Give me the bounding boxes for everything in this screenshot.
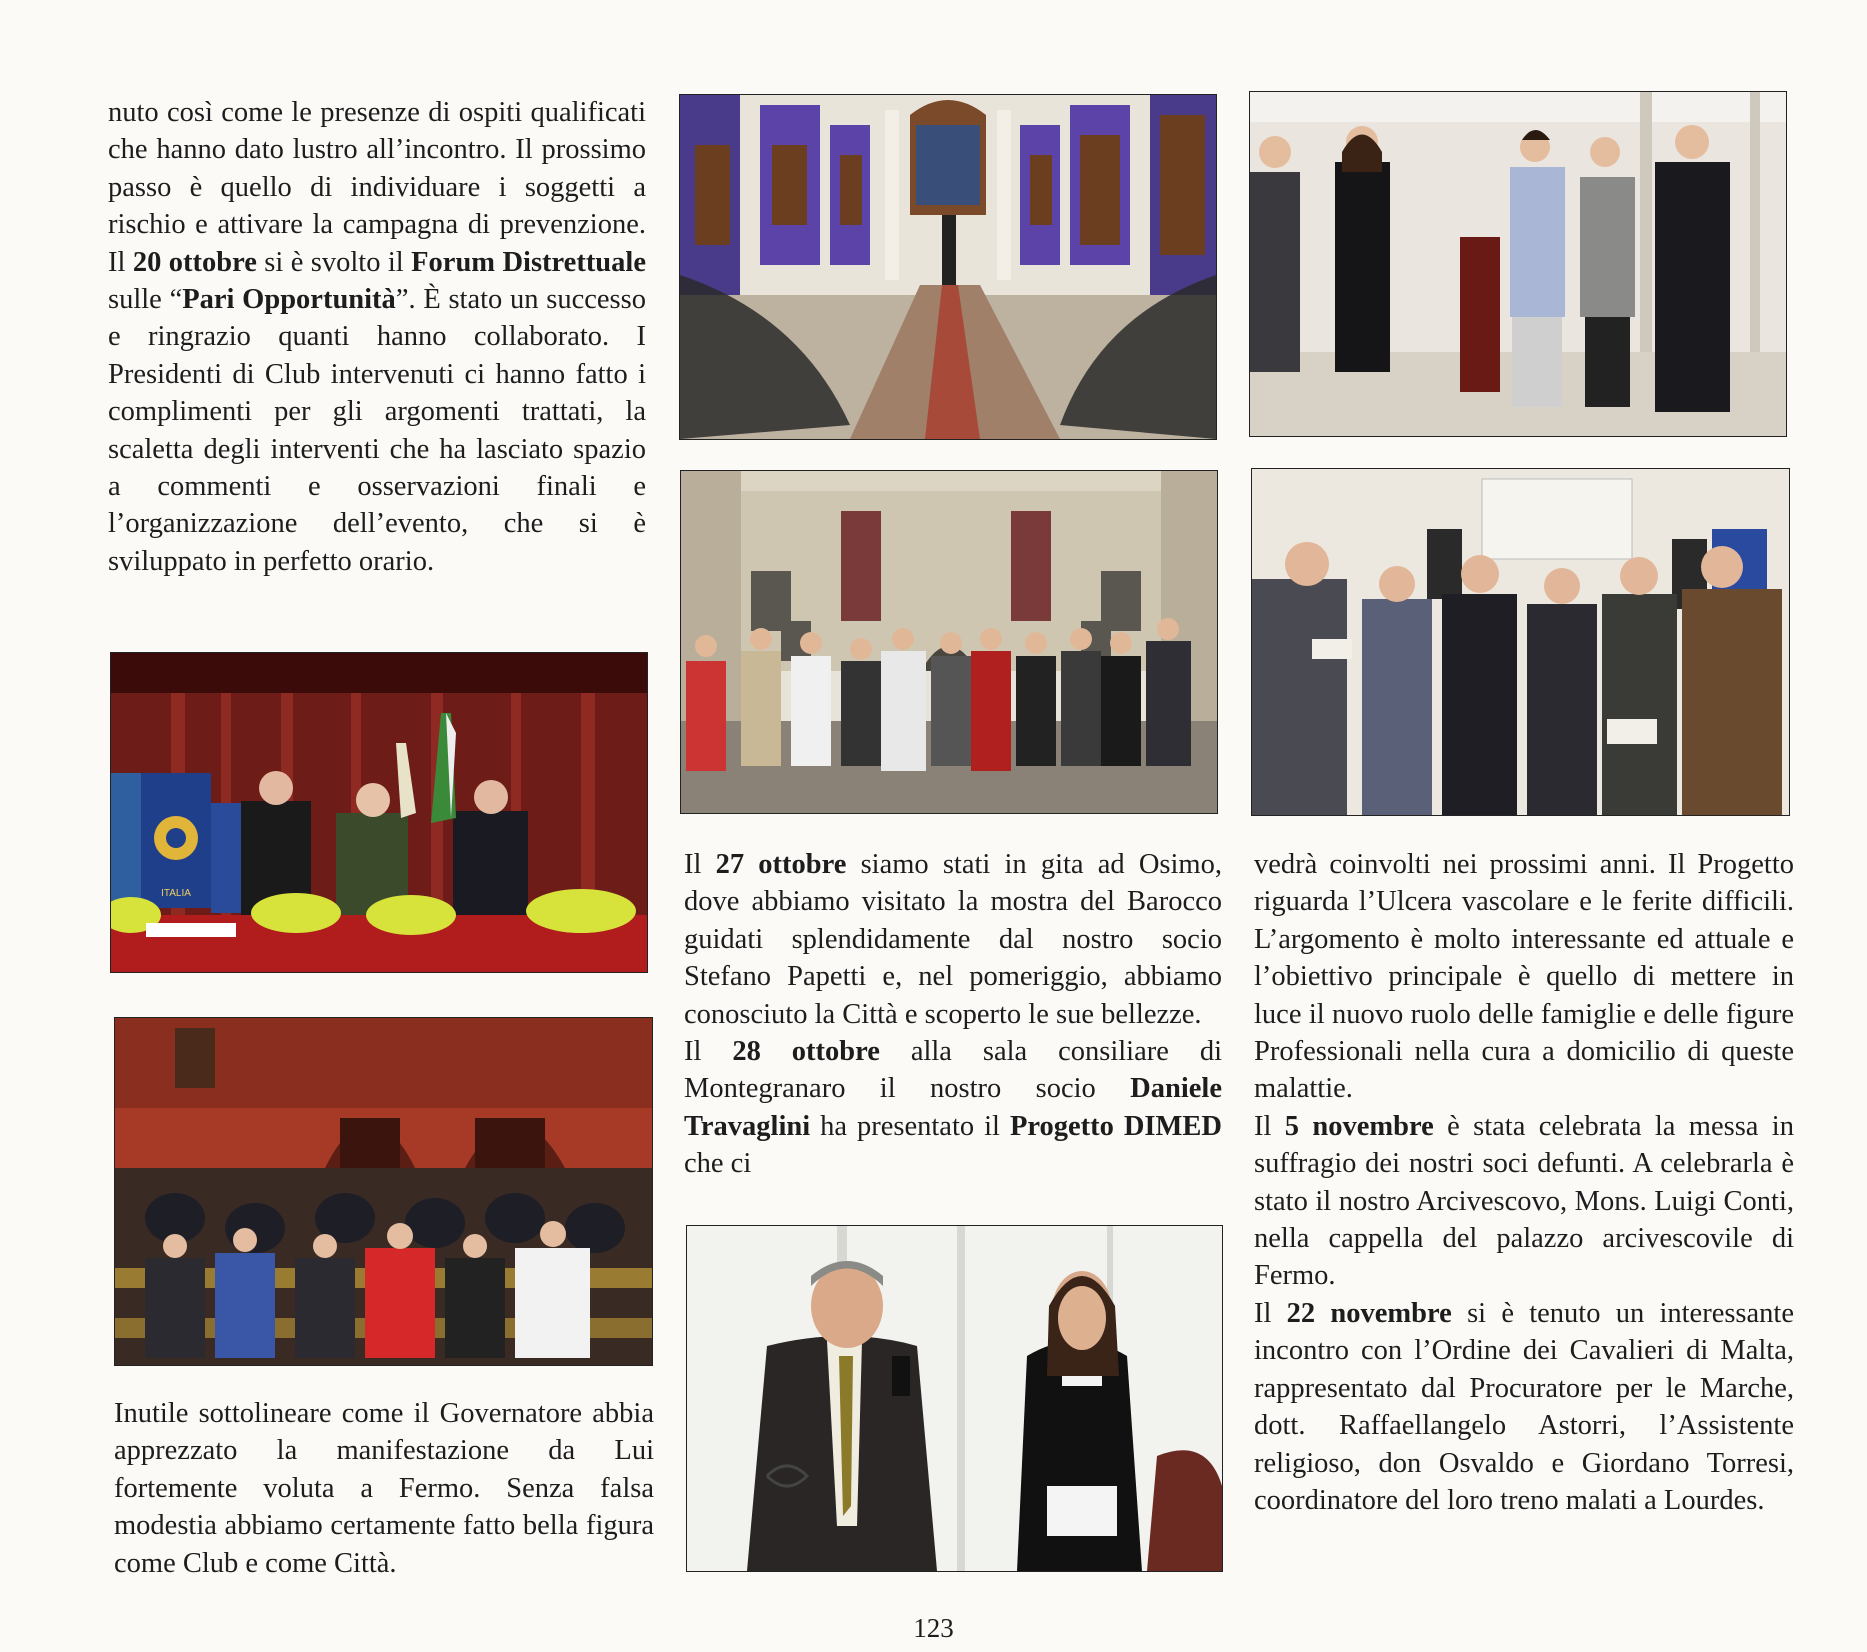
right-paragraph-1: vedrà coinvolti nei prossimi anni. Il Progetto riguarda l’Ulcera vascolare e le ferite difficili. L’argomento è molto interessante ed attuale e l’obiettivo principale è quello di mettere in luce il nuovo ruolo delle famiglie e delle figure Professionali nella cura a domicilio di queste malattie. <box>1254 849 1794 1105</box>
right-paragraph-2 <box>1254 1108 1794 1295</box>
progetto-dimed: Progetto DIMED <box>1009 1110 1223 1142</box>
photo-stage-speakers <box>110 652 648 973</box>
right-column-text <box>1254 846 1794 1519</box>
date-28-ottobre: 28 ottobre <box>732 1036 880 1068</box>
left-column-bottom-text <box>114 1395 654 1582</box>
text-run: ha presentato il <box>810 1110 1010 1142</box>
text-run: che ci <box>684 1148 752 1180</box>
photo-baroque-exhibition <box>679 94 1217 440</box>
text-run: siamo stati in gita ad Osimo, dove abbiamo visitato la mostra del Barocco guidati splendidamente dal nostro socio Stefano Papetti e, nel pomeriggio, abbiamo conosciuto la Città e scoperto le sue bellezze. <box>684 849 1222 1030</box>
date-22-novembre: 22 novembre <box>1286 1297 1452 1329</box>
text-run: Il <box>1254 1297 1287 1329</box>
left-top-paragraph: nuto così come le presenze di ospiti qualificati che hanno dato lustro all’incontro. Il prossimo passo è quello di individuare i soggetti a rischio e attivare la campagna di prevenzione. Il 20 ottobre si è svolto il Forum Distrettuale sulle “Pari Opportunità”. È stato un successo e ringrazio quanti hanno collaborato. I Presidenti di Club intervenuti ci hanno fatto i complimenti per gli argomenti trattati, la scaletta degli interventi che ha lasciato spazio a commenti e osservazioni finali e l’organizzazione dell’evento, che si è sviluppato in perfetto orario. <box>108 97 646 577</box>
photo-audience-hall <box>114 1017 653 1366</box>
photo-speaker-microphone <box>686 1225 1223 1572</box>
text-run: si è tenuto un interessante incontro con l’Ordine dei Cavalieri di Malta, rappresentato dal Procuratore per le Marche, dott. Raffaellangelo Astorri, l’Assistente religioso, don Osvaldo e Giordano Torresi, coordinatore del loro treno malati a Lourdes. <box>1254 1297 1794 1516</box>
left-bottom-paragraph: Inutile sottolineare come il Governatore abbia apprezzato la manifestazione da Lui fortemente voluta a Fermo. Senza falsa modestia abbiamo certamente fatto bella figura come Club e come Città. <box>114 1398 654 1579</box>
photo-cavalieri-malta-group <box>1251 468 1790 816</box>
middle-column-text <box>684 846 1222 1183</box>
name-daniele-travaglini: Daniele Travaglini <box>684 1073 1222 1142</box>
date-27-ottobre: 27 ottobre <box>715 849 847 880</box>
text-run: Il <box>684 849 716 880</box>
right-paragraph-3 <box>1254 1295 1794 1519</box>
photo-pari-opportunita-speakers <box>1249 91 1787 437</box>
text-run: Il <box>684 1036 733 1068</box>
text-run: alla sala consiliare di Montegranaro il nostro socio <box>684 1036 1222 1105</box>
page-number: 123 <box>913 1613 954 1643</box>
photo-group-piazza <box>680 470 1218 814</box>
middle-paragraph-1 <box>684 846 1222 1033</box>
text-run: è stata celebrata la messa in suffragio dei nostri soci defunti. A celebrarla è stato il nostro Arcivescovo, Mons. Luigi Conti, nella cappella del palazzo arcivescovile di Fermo. <box>1254 1110 1794 1292</box>
banner-label: ITALIA <box>161 888 191 899</box>
text-run: Il <box>1254 1110 1285 1142</box>
date-5-novembre: 5 novembre <box>1284 1110 1434 1142</box>
left-column-top-text <box>108 94 646 580</box>
middle-paragraph-2 <box>684 1033 1222 1183</box>
